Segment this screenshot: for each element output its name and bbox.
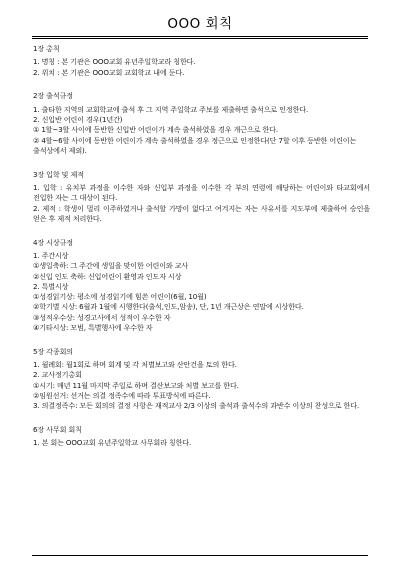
chapter-section [33,425,370,449]
chapter-heading: 4장 시상규정 [33,237,73,247]
clause-line: ④기타시상: 모범, 특별행사에 우수한 자 [33,323,153,333]
clause-line: 2. 신입반 어린이 경우(1년간) [33,114,123,124]
clause-line: 1. 출타한 지역의 교회학교에 출석 후 그 지역 주일학교 주보를 제출하면 출석으로 인정한다. [33,104,309,114]
clause-line: 2. 위치 : 본 기관은 OOO교회 교회학교 내에 둔다. [33,67,185,77]
title-divider [32,36,368,37]
clause-line: ①생일축하: 그 주간에 생일을 맞이한 어린이와 교사 [33,261,189,271]
clause-line: 2. 교사정기총회 [33,370,82,380]
clause-line: 2. 특별시상 [33,281,69,291]
clause-line: ②임원선거: 선거는 의결 정족수에 따라 투표방식에 따른다. [33,391,211,401]
title-divider-thin [32,38,368,39]
clause-line: ③성적우수상: 성경고사에서 성적이 우수한 자 [33,312,171,322]
chapter-section [33,238,370,334]
chapter-section [33,170,370,224]
footer-divider [32,555,368,556]
clause-line: 3. 의결정족수: 모든 회의의 결정 사항은 재적교사 2/3 이상의 출석과 출석수의 과반수 이상의 찬성으로 한다. [33,401,360,411]
chapter-heading: 6장 사무회 회칙 [33,425,82,435]
clause-line: ①성경읽기상: 평소에 성경읽기에 힘쓴 어린이(6월, 10월) [33,292,207,302]
clause-line: ① 1할~3할 사이에 등반한 신입반 어린이가 계속 출석하였을 경우 개근으로 한다. [33,125,278,135]
clause-line: ①시기: 매년 11월 마지막 주일로 하며 결산보고와 처별 보고를 한다. [33,380,239,390]
clause-line: ②신입 인도 축하: 신입어린이 환영과 인도자 시상 [33,271,182,281]
chapter-heading: 3장 입학 및 제적 [33,169,84,179]
document-body [33,44,370,462]
clause-line: 1. 본 회는 OOO교회 유년주일학교 사무회라 칭한다. [33,438,192,448]
chapter-heading: 5장 각종회의 [33,346,73,356]
clause-line: 1. 명칭 : 본 기관은 OOO교회 유년주일학교라 칭한다. [33,57,196,67]
clause-line: 1. 주간시상 [33,250,69,260]
chapter-section [33,44,370,78]
clause-line: ② 4할~6할 사이에 등반한 어린이가 계속 출석하였을 경우 정근으로 인정한다(단 7할 이후 등반한 어린이는 출석상에서 제외). [33,135,357,155]
chapter-heading: 1장 총칙 [33,44,60,53]
document-title: OOO 회칙 [167,16,233,32]
clause-line: 1. 입학 : 유치부 과정을 이수한 자와 신입부 과정을 이수한 각 부의 연령에 해당하는 어린이와 타교회에서 전입한 자는 그 대상이 된다. [33,182,370,203]
clause-line: ②학기별 시상: 6월과 1월에 시행한다(출석,인도,암송), 단, 1년 개근상은 연말에 시상한다. [33,302,304,312]
chapter-section [33,91,370,156]
chapter-heading: 2장 출석규정 [33,91,73,101]
chapter-section [33,347,370,412]
clause-line: 2. 제적 : 학생이 멀리 이주하였거나 출석할 가망이 없다고 여겨지는 자는 사유서를 지도부에 제출하여 승인을 얻은 후 제적 처리한다. [33,203,370,223]
clause-line: 1. 월례회: 월1회로 하며 회계 및 각 처별보고와 산안건을 토의 한다. [33,360,237,370]
